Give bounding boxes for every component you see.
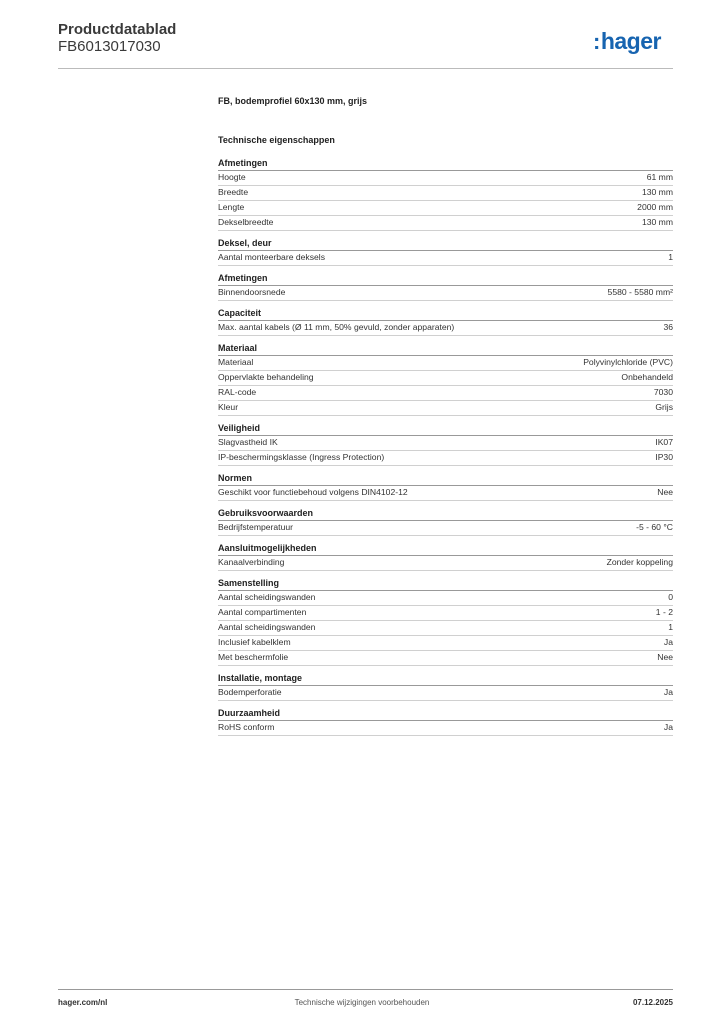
spec-section [218, 707, 673, 736]
spec-row [218, 486, 673, 501]
footer-disclaimer: Technische wijzigingen voorbehouden [294, 998, 430, 1007]
spec-value: 0 [668, 592, 673, 602]
spec-row [218, 286, 673, 301]
document-title: Productdatablad [58, 21, 177, 38]
section-title: Deksel, deur [218, 237, 673, 251]
section-title: Gebruiksvoorwaarden [218, 507, 673, 521]
spec-row [218, 201, 673, 216]
spec-label: IP-beschermingsklasse (Ingress Protection) [218, 452, 385, 462]
spec-label: RoHS conform [218, 722, 275, 732]
spec-label: Binnendoorsnede [218, 287, 286, 297]
spec-label: Kleur [218, 402, 239, 412]
spec-row [218, 606, 673, 621]
spec-value: 2000 mm [637, 202, 673, 212]
header-divider [58, 68, 673, 69]
spec-label: Aantal scheidingswanden [218, 622, 316, 632]
spec-row [218, 171, 673, 186]
spec-row [218, 386, 673, 401]
spec-section [218, 672, 673, 701]
section-title: Materiaal [218, 342, 673, 356]
spec-label: Slagvastheid IK [218, 437, 278, 447]
spec-value: 130 mm [641, 217, 673, 227]
spec-value: 61 mm [646, 172, 673, 182]
spec-row [218, 186, 673, 201]
spec-value: 1 - 2 [655, 607, 673, 617]
section-title: Installatie, montage [218, 672, 673, 686]
spec-row [218, 651, 673, 666]
spec-row [218, 636, 673, 651]
spec-label: Breedte [218, 187, 249, 197]
spec-value: Nee [657, 487, 673, 497]
spec-row [218, 216, 673, 231]
spec-section [218, 507, 673, 536]
spec-value: 130 mm [641, 187, 673, 197]
spec-row [218, 451, 673, 466]
footer-website: hager.com/nl [58, 998, 108, 1007]
spec-label: Met beschermfolie [218, 652, 289, 662]
spec-value: 1 [668, 622, 673, 632]
hager-logo [593, 28, 661, 55]
spec-section [218, 342, 673, 416]
logo-dots-icon: : [593, 29, 600, 54]
spec-value: Ja [663, 687, 673, 697]
article-number: FB6013017030 [58, 38, 161, 55]
spec-section [218, 472, 673, 501]
spec-label: Geschikt voor functiebehoud volgens DIN4102-12 [218, 487, 408, 497]
section-title: Duurzaamheid [218, 707, 673, 721]
spec-label: Kanaalverbinding [218, 557, 285, 567]
spec-value: 7030 [653, 387, 673, 397]
spec-value: Nee [657, 652, 673, 662]
spec-label: Aantal compartimenten [218, 607, 307, 617]
spec-label: Bedrijfstemperatuur [218, 522, 293, 532]
spec-value: 5580 - 5580 mm² [607, 287, 673, 297]
spec-section [218, 577, 673, 666]
spec-value: 36 [663, 322, 673, 332]
spec-label: Inclusief kabelklem [218, 637, 291, 647]
footer-divider [58, 989, 673, 990]
section-title: Normen [218, 472, 673, 486]
spec-label: Bodemperforatie [218, 687, 282, 697]
spec-label: Dekselbreedte [218, 217, 274, 227]
spec-section [218, 272, 673, 301]
spec-value: IK07 [655, 437, 673, 447]
spec-value: Polyvinylchloride (PVC) [583, 357, 673, 367]
technical-properties-heading: Technische eigenschappen [218, 135, 335, 145]
spec-row [218, 251, 673, 266]
section-title: Capaciteit [218, 307, 673, 321]
spec-row [218, 721, 673, 736]
spec-value: -5 - 60 °C [636, 522, 673, 532]
spec-row [218, 321, 673, 336]
spec-row [218, 621, 673, 636]
footer-date: 07.12.2025 [632, 998, 673, 1007]
section-title: Aansluitmogelijkheden [218, 542, 673, 556]
spec-row [218, 401, 673, 416]
spec-value: Ja [663, 722, 673, 732]
spec-row [218, 556, 673, 571]
logo-text: hager [600, 28, 661, 54]
product-title: FB, bodemprofiel 60x130 mm, grijs [218, 96, 368, 106]
spec-section [218, 237, 673, 266]
spec-section [218, 307, 673, 336]
spec-label: Lengte [218, 202, 245, 212]
section-title: Veiligheid [218, 422, 673, 436]
spec-label: Aantal scheidingswanden [218, 592, 316, 602]
spec-row [218, 686, 673, 701]
spec-section [218, 157, 673, 231]
spec-label: Max. aantal kabels (Ø 11 mm, 50% gevuld, zonder apparaten) [218, 322, 455, 332]
spec-label: Hoogte [218, 172, 246, 182]
spec-label: RAL-code [218, 387, 257, 397]
spec-label: Oppervlakte behandeling [218, 372, 314, 382]
spec-row [218, 356, 673, 371]
spec-label: Aantal monteerbare deksels [218, 252, 326, 262]
spec-value: Grijs [655, 402, 673, 412]
spec-row [218, 371, 673, 386]
spec-row [218, 591, 673, 606]
spec-section [218, 422, 673, 466]
spec-value: IP30 [655, 452, 673, 462]
section-title: Afmetingen [218, 272, 673, 286]
main-content [218, 95, 673, 742]
spec-section [218, 542, 673, 571]
spec-value: 1 [668, 252, 673, 262]
spec-value: Zonder koppeling [606, 557, 673, 567]
section-title: Samenstelling [218, 577, 673, 591]
spec-label: Materiaal [218, 357, 254, 367]
spec-value: Ja [663, 637, 673, 647]
spec-sections [218, 157, 673, 736]
spec-row [218, 521, 673, 536]
spec-row [218, 436, 673, 451]
section-title: Afmetingen [218, 157, 673, 171]
spec-value: Onbehandeld [621, 372, 673, 382]
